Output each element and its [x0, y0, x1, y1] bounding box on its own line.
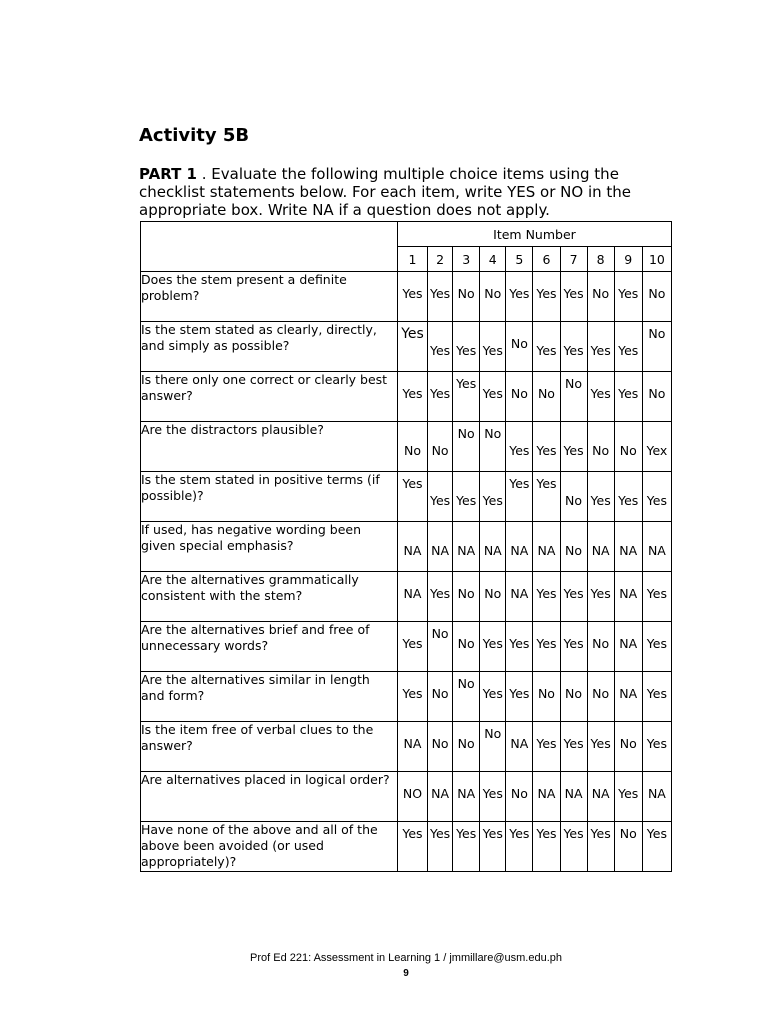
answer-cell-item-2 — [428, 322, 453, 372]
answer-cell-item-8 — [587, 472, 614, 522]
answer-cell-item-6 — [533, 822, 560, 872]
answer-value: Yes — [429, 493, 451, 508]
answer-cell-item-9 — [614, 672, 642, 722]
answer-value: Yes — [646, 736, 667, 751]
item-number-3: 3 — [453, 247, 480, 272]
answer-cell-item-3 — [453, 822, 480, 872]
answer-cell-item-7 — [560, 622, 587, 672]
page-title: Activity 5B — [139, 125, 250, 146]
answer-value: Yes — [456, 826, 477, 841]
instructions-paragraph — [139, 165, 679, 219]
checklist-question: Have none of the above and all of the above been avoided (or used appropriately)? — [141, 822, 398, 872]
answer-cell-item-7 — [560, 372, 587, 422]
answer-value: Yes — [482, 343, 503, 358]
item-number-10: 10 — [642, 247, 671, 272]
answer-value: Yes — [646, 586, 667, 601]
answer-cell-item-1 — [397, 722, 427, 772]
answer-value: Yes — [536, 286, 557, 301]
answer-value: NA — [483, 543, 502, 558]
answer-cell-item-4 — [480, 572, 506, 622]
answer-cell-item-6 — [533, 672, 560, 722]
answer-cell-item-8 — [587, 722, 614, 772]
answer-cell-item-7 — [560, 522, 587, 572]
answer-value: Yes — [563, 636, 584, 651]
answer-cell-item-3 — [453, 522, 480, 572]
checklist-row — [141, 522, 672, 572]
answer-value: Yes — [509, 826, 530, 841]
answer-value: Yes — [402, 826, 423, 841]
answer-cell-item-2 — [428, 272, 453, 322]
checklist-row — [141, 272, 672, 322]
answer-cell-item-8 — [587, 372, 614, 422]
answer-cell-item-6 — [533, 272, 560, 322]
answer-cell-item-7 — [560, 722, 587, 772]
answer-cell-item-6 — [533, 622, 560, 672]
answer-cell-item-9 — [614, 272, 642, 322]
checklist-row — [141, 572, 672, 622]
answer-value: No — [484, 726, 502, 741]
checklist-row — [141, 622, 672, 672]
answer-cell-item-10 — [642, 822, 671, 872]
answer-cell-item-8 — [587, 522, 614, 572]
answer-cell-item-9 — [614, 372, 642, 422]
checklist-body — [141, 272, 672, 872]
header-row-group — [141, 222, 672, 247]
checklist-row — [141, 822, 672, 872]
answer-cell-item-3 — [453, 672, 480, 722]
header-blank-cell — [141, 222, 398, 272]
item-number-2: 2 — [428, 247, 453, 272]
answer-cell-item-1 — [397, 322, 427, 372]
answer-value: No — [565, 686, 583, 701]
answer-value: Yes — [618, 386, 639, 401]
answer-value: Yes — [429, 586, 451, 601]
answer-value: Yes — [482, 636, 503, 651]
answer-value: Yes — [618, 493, 639, 508]
answer-cell-item-2 — [428, 372, 453, 422]
answer-value: Yes — [618, 786, 639, 801]
answer-value: NA — [431, 543, 450, 558]
answer-cell-item-7 — [560, 472, 587, 522]
answer-value: Yes — [429, 286, 451, 301]
answer-value: Yes — [482, 493, 503, 508]
answer-cell-item-5 — [506, 322, 533, 372]
answer-cell-item-3 — [453, 722, 480, 772]
answer-value: Yes — [456, 493, 477, 508]
answer-cell-item-9 — [614, 322, 642, 372]
answer-cell-item-7 — [560, 822, 587, 872]
answer-value: Yes — [536, 586, 557, 601]
answer-cell-item-3 — [453, 572, 480, 622]
answer-value: Yes — [509, 686, 530, 701]
answer-value: Yes — [429, 386, 451, 401]
answer-cell-item-2 — [428, 822, 453, 872]
item-number-5: 5 — [506, 247, 533, 272]
answer-value: Yes — [509, 286, 530, 301]
answer-value: Yes — [536, 443, 557, 458]
answer-value: No — [648, 326, 666, 341]
answer-value: Yes — [429, 826, 451, 841]
answer-value: Yes — [482, 386, 503, 401]
answer-cell-item-8 — [587, 572, 614, 622]
answer-value: No — [457, 676, 475, 691]
answer-cell-item-6 — [533, 472, 560, 522]
answer-value: Yes — [402, 686, 423, 701]
answer-value: NA — [510, 543, 529, 558]
answer-value: Yes — [590, 826, 611, 841]
answer-cell-item-9 — [614, 522, 642, 572]
answer-value: No — [592, 443, 610, 458]
checklist-row — [141, 322, 672, 372]
answer-value: No — [592, 636, 610, 651]
answer-value: NA — [564, 786, 583, 801]
answer-cell-item-1 — [397, 422, 427, 472]
answer-value: Yes — [509, 476, 530, 491]
answer-cell-item-8 — [587, 822, 614, 872]
answer-value: Yes — [402, 476, 423, 491]
answer-cell-item-10 — [642, 372, 671, 422]
answer-cell-item-1 — [397, 772, 427, 822]
answer-value: NA — [431, 786, 450, 801]
checklist-row — [141, 772, 672, 822]
checklist-table — [140, 221, 672, 872]
answer-cell-item-6 — [533, 572, 560, 622]
answer-cell-item-3 — [453, 272, 480, 322]
answer-value: No — [457, 586, 475, 601]
checklist-question: Is the stem stated in positive terms (if possible)? — [141, 472, 398, 522]
answer-cell-item-3 — [453, 622, 480, 672]
answer-value: No — [510, 336, 528, 351]
answer-cell-item-9 — [614, 822, 642, 872]
answer-cell-item-5 — [506, 822, 533, 872]
answer-cell-item-6 — [533, 422, 560, 472]
answer-cell-item-1 — [397, 372, 427, 422]
answer-value: No — [510, 786, 528, 801]
answer-cell-item-6 — [533, 722, 560, 772]
answer-cell-item-7 — [560, 322, 587, 372]
answer-value: NA — [510, 736, 529, 751]
checklist-question: Are the alternatives brief and free of unnecessary words? — [141, 622, 398, 672]
answer-value: NA — [591, 786, 610, 801]
answer-cell-item-4 — [480, 522, 506, 572]
answer-value: No — [592, 686, 610, 701]
answer-cell-item-3 — [453, 372, 480, 422]
answer-cell-item-8 — [587, 772, 614, 822]
answer-cell-item-2 — [428, 422, 453, 472]
answer-value: Yes — [618, 286, 639, 301]
answer-cell-item-10 — [642, 722, 671, 772]
answer-value: Yes — [509, 443, 530, 458]
answer-cell-item-5 — [506, 372, 533, 422]
answer-value: NA — [619, 543, 638, 558]
answer-value: NA — [457, 543, 476, 558]
answer-value: No — [565, 543, 583, 558]
answer-cell-item-1 — [397, 522, 427, 572]
answer-cell-item-4 — [480, 622, 506, 672]
answer-value: NA — [619, 636, 638, 651]
answer-cell-item-10 — [642, 322, 671, 372]
answer-cell-item-4 — [480, 672, 506, 722]
answer-value: Yes — [402, 636, 423, 651]
answer-value: No — [648, 286, 666, 301]
answer-value: NA — [647, 786, 666, 801]
answer-value: NA — [510, 586, 529, 601]
answer-value: No — [403, 443, 421, 458]
answer-cell-item-3 — [453, 472, 480, 522]
answer-cell-item-7 — [560, 422, 587, 472]
answer-value: NA — [619, 586, 638, 601]
answer-cell-item-2 — [428, 722, 453, 772]
answer-value: Yes — [429, 343, 451, 358]
answer-value: No — [431, 443, 449, 458]
answer-cell-item-2 — [428, 772, 453, 822]
answer-value: NA — [647, 543, 666, 558]
answer-cell-item-8 — [587, 272, 614, 322]
checklist-question: Is the item free of verbal clues to the answer? — [141, 722, 398, 772]
answer-value: No — [592, 286, 610, 301]
answer-cell-item-9 — [614, 472, 642, 522]
answer-cell-item-1 — [397, 622, 427, 672]
item-number-8: 8 — [587, 247, 614, 272]
answer-cell-item-10 — [642, 272, 671, 322]
answer-cell-item-7 — [560, 772, 587, 822]
answer-value: No — [484, 586, 502, 601]
part-label: PART 1 — [139, 165, 197, 183]
answer-cell-item-8 — [587, 322, 614, 372]
answer-cell-item-5 — [506, 672, 533, 722]
answer-value: No — [431, 686, 449, 701]
answer-value: Yes — [536, 736, 557, 751]
answer-cell-item-2 — [428, 672, 453, 722]
checklist-question: If used, has negative wording been given special emphasis? — [141, 522, 398, 572]
answer-value: Yes — [563, 443, 584, 458]
answer-value: No — [565, 493, 583, 508]
checklist-question: Are the distractors plausible? — [141, 422, 398, 472]
answer-value: Yes — [482, 786, 503, 801]
checklist-question: Is there only one correct or clearly best answer? — [141, 372, 398, 422]
answer-cell-item-10 — [642, 422, 671, 472]
checklist-row — [141, 372, 672, 422]
checklist-question: Are the alternatives similar in length and form? — [141, 672, 398, 722]
answer-cell-item-4 — [480, 772, 506, 822]
item-number-1: 1 — [397, 247, 427, 272]
answer-value: Yes — [563, 826, 584, 841]
checklist-row — [141, 472, 672, 522]
answer-cell-item-5 — [506, 722, 533, 772]
item-number-9: 9 — [614, 247, 642, 272]
answer-cell-item-10 — [642, 622, 671, 672]
answer-cell-item-5 — [506, 522, 533, 572]
answer-cell-item-7 — [560, 672, 587, 722]
answer-value: No — [484, 286, 502, 301]
answer-cell-item-2 — [428, 472, 453, 522]
footer-text: Prof Ed 221: Assessment in Learning 1 / jmmillare@usm.edu.ph — [250, 952, 562, 964]
answer-value: Yes — [646, 686, 667, 701]
checklist-question: Does the stem present a definite problem? — [141, 272, 398, 322]
item-number-header: Item Number — [397, 222, 671, 247]
answer-value: Yes — [402, 286, 423, 301]
answer-value: No — [565, 376, 583, 391]
answer-value: Yes — [646, 493, 667, 508]
answer-value: Yes — [536, 343, 557, 358]
answer-cell-item-10 — [642, 572, 671, 622]
answer-value: NA — [403, 543, 422, 558]
answer-cell-item-1 — [397, 272, 427, 322]
answer-cell-item-9 — [614, 622, 642, 672]
answer-cell-item-6 — [533, 522, 560, 572]
item-number-6: 6 — [533, 247, 560, 272]
answer-cell-item-4 — [480, 472, 506, 522]
answer-value: Yes — [401, 326, 424, 342]
answer-cell-item-9 — [614, 572, 642, 622]
answer-value: NA — [619, 686, 638, 701]
answer-value: No — [431, 626, 449, 641]
answer-value: Yes — [590, 736, 611, 751]
answer-cell-item-7 — [560, 572, 587, 622]
answer-cell-item-2 — [428, 622, 453, 672]
answer-value: Yes — [456, 376, 477, 391]
checklist-question: Are alternatives placed in logical order? — [141, 772, 398, 822]
answer-cell-item-4 — [480, 322, 506, 372]
answer-cell-item-10 — [642, 672, 671, 722]
answer-cell-item-10 — [642, 472, 671, 522]
answer-cell-item-4 — [480, 722, 506, 772]
answer-value: Yes — [590, 586, 611, 601]
answer-value: No — [457, 636, 475, 651]
answer-cell-item-3 — [453, 422, 480, 472]
item-number-7: 7 — [560, 247, 587, 272]
answer-value: NA — [591, 543, 610, 558]
answer-cell-item-8 — [587, 622, 614, 672]
answer-cell-item-2 — [428, 572, 453, 622]
answer-value: NO — [402, 786, 423, 801]
answer-cell-item-9 — [614, 722, 642, 772]
answer-cell-item-4 — [480, 422, 506, 472]
answer-value: NA — [403, 736, 422, 751]
answer-value: NA — [537, 543, 556, 558]
checklist-row — [141, 422, 672, 472]
answer-value: Yes — [590, 386, 611, 401]
answer-value: Yex — [646, 443, 668, 458]
answer-cell-item-1 — [397, 822, 427, 872]
answer-cell-item-1 — [397, 672, 427, 722]
answer-value: NA — [403, 586, 422, 601]
answer-value: Yes — [536, 476, 557, 491]
answer-value: Yes — [536, 826, 557, 841]
answer-cell-item-6 — [533, 322, 560, 372]
answer-cell-item-9 — [614, 422, 642, 472]
checklist-row — [141, 672, 672, 722]
answer-value: NA — [457, 786, 476, 801]
answer-cell-item-6 — [533, 772, 560, 822]
answer-value: Yes — [482, 686, 503, 701]
answer-value: No — [537, 386, 555, 401]
answer-cell-item-2 — [428, 522, 453, 572]
answer-value: No — [648, 386, 666, 401]
answer-cell-item-5 — [506, 272, 533, 322]
answer-value: NA — [537, 786, 556, 801]
answer-cell-item-8 — [587, 672, 614, 722]
answer-value: Yes — [563, 586, 584, 601]
answer-value: No — [619, 736, 637, 751]
answer-value: No — [619, 443, 637, 458]
answer-value: Yes — [536, 636, 557, 651]
answer-cell-item-5 — [506, 572, 533, 622]
answer-value: No — [484, 426, 502, 441]
answer-value: No — [510, 386, 528, 401]
answer-value: No — [457, 286, 475, 301]
item-number-4: 4 — [480, 247, 506, 272]
answer-cell-item-9 — [614, 772, 642, 822]
checklist-question: Is the stem stated as clearly, directly, and simply as possible? — [141, 322, 398, 372]
answer-value: Yes — [646, 636, 667, 651]
answer-cell-item-5 — [506, 772, 533, 822]
answer-cell-item-4 — [480, 272, 506, 322]
answer-value: No — [537, 686, 555, 701]
answer-value: Yes — [590, 343, 611, 358]
answer-value: Yes — [563, 343, 584, 358]
answer-value: Yes — [563, 736, 584, 751]
answer-value: Yes — [563, 286, 584, 301]
answer-cell-item-1 — [397, 472, 427, 522]
answer-value: No — [619, 826, 637, 841]
answer-value: Yes — [402, 386, 423, 401]
answer-value: Yes — [482, 826, 503, 841]
answer-cell-item-5 — [506, 472, 533, 522]
answer-value: Yes — [509, 636, 530, 651]
answer-value: Yes — [456, 343, 477, 358]
answer-cell-item-5 — [506, 422, 533, 472]
answer-cell-item-3 — [453, 772, 480, 822]
answer-cell-item-1 — [397, 572, 427, 622]
answer-cell-item-8 — [587, 422, 614, 472]
answer-cell-item-10 — [642, 522, 671, 572]
answer-cell-item-5 — [506, 622, 533, 672]
answer-value: Yes — [646, 826, 667, 841]
page-number: 9 — [403, 968, 409, 979]
answer-cell-item-10 — [642, 772, 671, 822]
answer-value: No — [457, 426, 475, 441]
answer-cell-item-4 — [480, 822, 506, 872]
answer-value: No — [431, 736, 449, 751]
answer-value: Yes — [618, 343, 639, 358]
answer-cell-item-6 — [533, 372, 560, 422]
instructions-text: . Evaluate the following multiple choice items using the checklist statements below. For each item, write YES or NO in the appropriate box. Write NA if a question does not apply. — [139, 165, 631, 219]
answer-cell-item-4 — [480, 372, 506, 422]
answer-cell-item-7 — [560, 272, 587, 322]
answer-value: No — [457, 736, 475, 751]
checklist-question: Are the alternatives grammatically consistent with the stem? — [141, 572, 398, 622]
checklist-row — [141, 722, 672, 772]
answer-value: Yes — [590, 493, 611, 508]
answer-cell-item-3 — [453, 322, 480, 372]
